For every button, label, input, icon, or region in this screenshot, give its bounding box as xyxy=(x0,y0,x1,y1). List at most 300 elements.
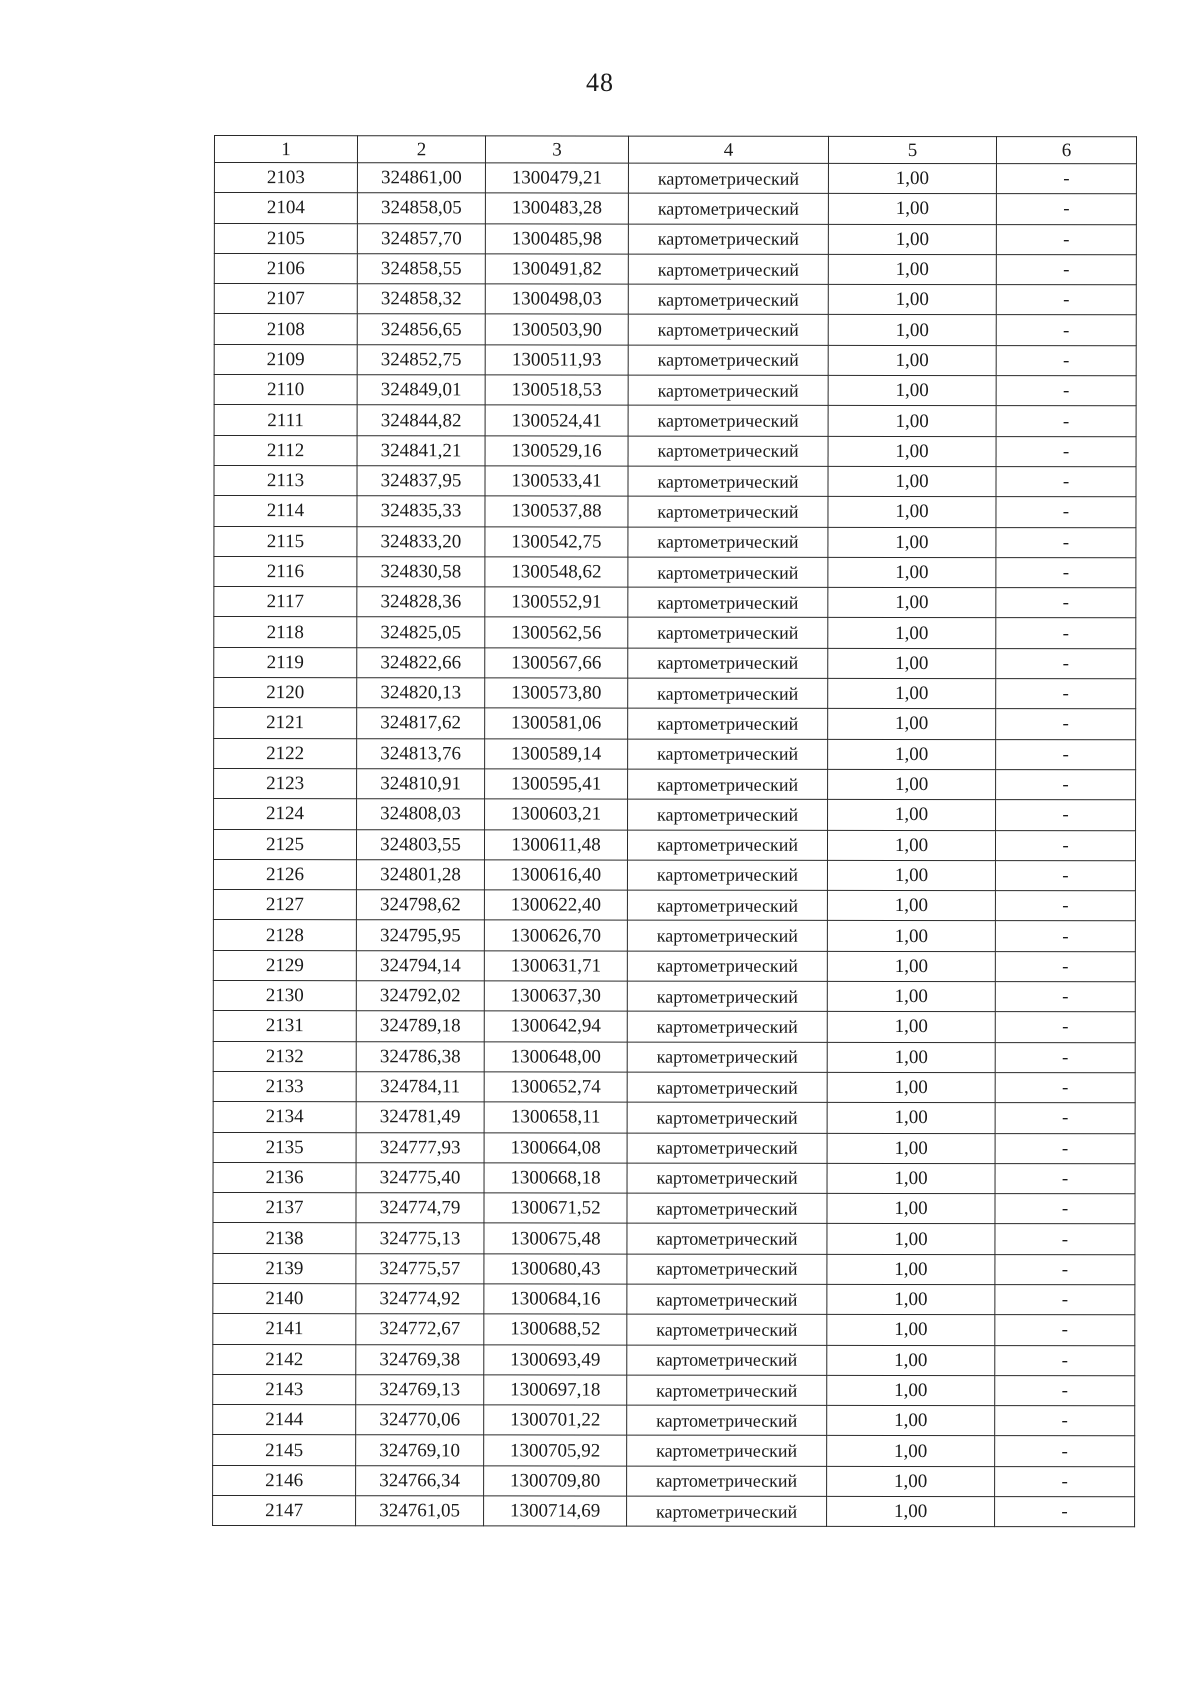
method-cell: картометрический xyxy=(628,436,828,467)
method-cell: картометрический xyxy=(627,951,827,982)
accuracy-cell: 1,00 xyxy=(828,527,996,558)
y-coordinate-cell: 1300705,92 xyxy=(484,1435,627,1465)
accuracy-cell: 1,00 xyxy=(828,618,996,649)
method-cell: картометрический xyxy=(628,648,828,679)
point-number-cell: 2137 xyxy=(213,1193,356,1223)
table-row xyxy=(214,587,1136,619)
method-cell: картометрический xyxy=(627,1284,827,1315)
x-coordinate-cell: 324761,05 xyxy=(356,1496,484,1526)
y-coordinate-cell: 1300631,71 xyxy=(484,951,627,981)
method-cell: картометрический xyxy=(627,981,827,1012)
point-number-cell: 2131 xyxy=(213,1011,356,1041)
y-coordinate-cell: 1300611,48 xyxy=(484,829,627,859)
x-coordinate-cell: 324786,38 xyxy=(356,1041,484,1071)
x-coordinate-cell: 324777,93 xyxy=(356,1132,484,1162)
method-cell: картометрический xyxy=(627,1072,827,1103)
note-cell: - xyxy=(996,709,1136,739)
accuracy-cell: 1,00 xyxy=(827,951,995,982)
note-cell: - xyxy=(995,1436,1135,1466)
method-cell: картометрический xyxy=(628,284,828,315)
page-number: 48 xyxy=(586,68,614,97)
table-row xyxy=(214,375,1136,407)
table-row xyxy=(213,1314,1135,1346)
table-row xyxy=(214,799,1136,831)
table-row xyxy=(214,465,1136,497)
y-coordinate-cell: 1300642,94 xyxy=(484,1011,627,1041)
point-number-cell: 2123 xyxy=(214,768,357,798)
point-number-cell: 2105 xyxy=(214,223,357,253)
column-header: 3 xyxy=(485,136,628,163)
method-cell: картометрический xyxy=(627,1375,827,1406)
point-number-cell: 2113 xyxy=(214,465,357,495)
point-number-cell: 2115 xyxy=(214,526,357,556)
y-coordinate-cell: 1300483,28 xyxy=(485,193,628,223)
method-cell: картометрический xyxy=(627,1314,827,1345)
y-coordinate-cell: 1300562,56 xyxy=(485,617,628,647)
point-number-cell: 2141 xyxy=(213,1314,356,1344)
point-number-cell: 2128 xyxy=(213,920,356,950)
method-cell: картометрический xyxy=(627,860,827,891)
x-coordinate-cell: 324820,13 xyxy=(357,678,485,708)
accuracy-cell: 1,00 xyxy=(827,1254,995,1285)
method-cell: картометрический xyxy=(628,708,828,739)
y-coordinate-cell: 1300537,88 xyxy=(485,496,628,526)
x-coordinate-cell: 324766,34 xyxy=(356,1465,484,1495)
point-number-cell: 2103 xyxy=(214,163,357,193)
point-number-cell: 2118 xyxy=(214,617,357,647)
x-coordinate-cell: 324810,91 xyxy=(357,769,485,799)
method-cell: картометрический xyxy=(627,1254,827,1285)
x-coordinate-cell: 324858,55 xyxy=(357,254,485,284)
y-coordinate-cell: 1300622,40 xyxy=(484,890,627,920)
table-row xyxy=(213,1162,1135,1194)
x-coordinate-cell: 324775,40 xyxy=(356,1162,484,1192)
point-number-cell: 2140 xyxy=(213,1283,356,1313)
note-cell: - xyxy=(996,588,1136,618)
note-cell: - xyxy=(995,982,1135,1012)
table-row xyxy=(213,1283,1135,1315)
y-coordinate-cell: 1300701,22 xyxy=(484,1405,627,1435)
y-coordinate-cell: 1300648,00 xyxy=(484,1041,627,1071)
x-coordinate-cell: 324849,01 xyxy=(357,375,485,405)
note-cell: - xyxy=(995,1345,1135,1375)
column-header: 2 xyxy=(357,136,485,163)
x-coordinate-cell: 324795,95 xyxy=(356,920,484,950)
method-cell: картометрический xyxy=(628,193,828,224)
table-row xyxy=(213,859,1135,891)
y-coordinate-cell: 1300485,98 xyxy=(485,223,628,253)
note-cell: - xyxy=(996,618,1136,648)
y-coordinate-cell: 1300524,41 xyxy=(485,405,628,435)
point-number-cell: 2104 xyxy=(214,193,357,223)
y-coordinate-cell: 1300658,11 xyxy=(484,1102,627,1132)
x-coordinate-cell: 324858,05 xyxy=(357,193,485,223)
point-number-cell: 2109 xyxy=(214,344,357,374)
accuracy-cell: 1,00 xyxy=(828,769,996,800)
x-coordinate-cell: 324825,05 xyxy=(357,617,485,647)
y-coordinate-cell: 1300573,80 xyxy=(485,678,628,708)
x-coordinate-cell: 324817,62 xyxy=(357,708,485,738)
x-coordinate-cell: 324781,49 xyxy=(356,1102,484,1132)
table-row xyxy=(214,556,1136,588)
point-number-cell: 2127 xyxy=(213,890,356,920)
x-coordinate-cell: 324769,38 xyxy=(356,1344,484,1374)
method-cell: картометрический xyxy=(628,739,828,770)
x-coordinate-cell: 324798,62 xyxy=(356,890,484,920)
note-cell: - xyxy=(995,1254,1135,1284)
note-cell: - xyxy=(996,345,1136,375)
method-cell: картометрический xyxy=(628,527,828,558)
table-row xyxy=(213,1344,1135,1376)
x-coordinate-cell: 324844,82 xyxy=(357,405,485,435)
table-row xyxy=(214,314,1136,346)
table-row xyxy=(214,496,1136,528)
x-coordinate-cell: 324770,06 xyxy=(356,1405,484,1435)
note-cell: - xyxy=(996,285,1136,315)
method-cell: картометрический xyxy=(627,1466,827,1497)
point-number-cell: 2132 xyxy=(213,1041,356,1071)
point-number-cell: 2138 xyxy=(213,1223,356,1253)
accuracy-cell: 1,00 xyxy=(827,1042,995,1073)
accuracy-cell: 1,00 xyxy=(827,1224,995,1255)
note-cell: - xyxy=(996,315,1136,345)
accuracy-cell: 1,00 xyxy=(828,194,996,225)
table-row xyxy=(213,1223,1135,1255)
point-number-cell: 2135 xyxy=(213,1132,356,1162)
y-coordinate-cell: 1300552,91 xyxy=(485,587,628,617)
accuracy-cell: 1,00 xyxy=(828,557,996,588)
table-row xyxy=(213,1435,1135,1467)
table-row xyxy=(214,223,1136,255)
y-coordinate-cell: 1300603,21 xyxy=(485,799,628,829)
note-cell: - xyxy=(995,1285,1135,1315)
method-cell: картометрический xyxy=(627,1163,827,1194)
point-number-cell: 2147 xyxy=(213,1496,356,1526)
table-row xyxy=(213,1374,1135,1406)
x-coordinate-cell: 324833,20 xyxy=(357,526,485,556)
point-number-cell: 2125 xyxy=(213,829,356,859)
point-number-cell: 2129 xyxy=(213,950,356,980)
note-cell: - xyxy=(995,1497,1135,1527)
accuracy-cell: 1,00 xyxy=(828,285,996,316)
y-coordinate-cell: 1300652,74 xyxy=(484,1072,627,1102)
x-coordinate-cell: 324830,58 xyxy=(357,557,485,587)
point-number-cell: 2117 xyxy=(214,587,357,617)
point-number-cell: 2106 xyxy=(214,253,357,283)
point-number-cell: 2122 xyxy=(214,738,357,768)
method-cell: картометрический xyxy=(628,799,828,830)
method-cell: картометрический xyxy=(627,920,827,951)
method-cell: картометрический xyxy=(627,1011,827,1042)
coordinates-table xyxy=(212,135,1137,1528)
table-row xyxy=(213,829,1135,861)
method-cell: картометрический xyxy=(628,496,828,527)
accuracy-cell: 1,00 xyxy=(828,375,996,406)
note-cell: - xyxy=(996,739,1136,769)
method-cell: картометрический xyxy=(628,254,828,285)
y-coordinate-cell: 1300589,14 xyxy=(485,739,628,769)
x-coordinate-cell: 324769,10 xyxy=(356,1435,484,1465)
note-cell: - xyxy=(996,467,1136,497)
x-coordinate-cell: 324857,70 xyxy=(357,223,485,253)
note-cell: - xyxy=(995,1072,1135,1102)
point-number-cell: 2130 xyxy=(213,981,356,1011)
table-row xyxy=(214,163,1136,195)
y-coordinate-cell: 1300518,53 xyxy=(485,375,628,405)
point-number-cell: 2136 xyxy=(213,1162,356,1192)
table-row xyxy=(213,1496,1135,1528)
accuracy-cell: 1,00 xyxy=(828,497,996,528)
table-row xyxy=(214,193,1136,225)
point-number-cell: 2110 xyxy=(214,375,357,405)
point-number-cell: 2145 xyxy=(213,1435,356,1465)
x-coordinate-cell: 324801,28 xyxy=(356,860,484,890)
table-row xyxy=(214,768,1136,800)
accuracy-cell: 1,00 xyxy=(827,1284,995,1315)
x-coordinate-cell: 324808,03 xyxy=(357,799,485,829)
accuracy-cell: 1,00 xyxy=(828,678,996,709)
method-cell: картометрический xyxy=(628,769,828,800)
y-coordinate-cell: 1300709,80 xyxy=(484,1466,627,1496)
table-row xyxy=(213,1011,1135,1043)
table-row xyxy=(213,1071,1135,1103)
method-cell: картометрический xyxy=(627,1405,827,1436)
accuracy-cell: 1,00 xyxy=(828,800,996,831)
method-cell: картометрический xyxy=(628,224,828,255)
accuracy-cell: 1,00 xyxy=(827,1496,995,1527)
table-row xyxy=(214,678,1136,710)
x-coordinate-cell: 324784,11 xyxy=(356,1072,484,1102)
note-cell: - xyxy=(995,830,1135,860)
point-number-cell: 2121 xyxy=(214,708,357,738)
method-cell: картометрический xyxy=(628,557,828,588)
accuracy-cell: 1,00 xyxy=(827,860,995,891)
x-coordinate-cell: 324858,32 xyxy=(357,284,485,314)
y-coordinate-cell: 1300511,93 xyxy=(485,345,628,375)
x-coordinate-cell: 324789,18 xyxy=(356,1011,484,1041)
y-coordinate-cell: 1300697,18 xyxy=(484,1375,627,1405)
point-number-cell: 2107 xyxy=(214,284,357,314)
accuracy-cell: 1,00 xyxy=(827,1133,995,1164)
table-row xyxy=(214,344,1136,376)
accuracy-cell: 1,00 xyxy=(827,921,995,952)
accuracy-cell: 1,00 xyxy=(827,1436,995,1467)
method-cell: картометрический xyxy=(627,1102,827,1133)
note-cell: - xyxy=(995,951,1135,981)
note-cell: - xyxy=(995,1406,1135,1436)
y-coordinate-cell: 1300668,18 xyxy=(484,1163,627,1193)
note-cell: - xyxy=(996,679,1136,709)
y-coordinate-cell: 1300616,40 xyxy=(484,860,627,890)
table-header-row xyxy=(214,136,1136,164)
accuracy-cell: 1,00 xyxy=(827,1072,995,1103)
accuracy-cell: 1,00 xyxy=(827,981,995,1012)
accuracy-cell: 1,00 xyxy=(828,315,996,346)
method-cell: картометрический xyxy=(628,163,828,194)
y-coordinate-cell: 1300675,48 xyxy=(484,1223,627,1253)
accuracy-cell: 1,00 xyxy=(827,1345,995,1376)
point-number-cell: 2119 xyxy=(214,647,357,677)
x-coordinate-cell: 324828,36 xyxy=(357,587,485,617)
method-cell: картометрический xyxy=(628,375,828,406)
point-number-cell: 2124 xyxy=(214,799,357,829)
accuracy-cell: 1,00 xyxy=(828,588,996,619)
note-cell: - xyxy=(996,164,1136,194)
point-number-cell: 2120 xyxy=(214,678,357,708)
note-cell: - xyxy=(995,1012,1135,1042)
method-cell: картометрический xyxy=(627,1223,827,1254)
x-coordinate-cell: 324774,92 xyxy=(356,1284,484,1314)
column-header: 5 xyxy=(828,136,996,163)
accuracy-cell: 1,00 xyxy=(827,1406,995,1437)
y-coordinate-cell: 1300491,82 xyxy=(485,254,628,284)
column-header: 1 xyxy=(214,136,357,163)
accuracy-cell: 1,00 xyxy=(828,345,996,376)
method-cell: картометрический xyxy=(628,678,828,709)
x-coordinate-cell: 324813,76 xyxy=(357,738,485,768)
note-cell: - xyxy=(995,1375,1135,1405)
x-coordinate-cell: 324775,13 xyxy=(356,1223,484,1253)
accuracy-cell: 1,00 xyxy=(827,1375,995,1406)
y-coordinate-cell: 1300637,30 xyxy=(484,981,627,1011)
method-cell: картометрический xyxy=(628,466,828,497)
accuracy-cell: 1,00 xyxy=(828,739,996,770)
point-number-cell: 2114 xyxy=(214,496,357,526)
point-number-cell: 2111 xyxy=(214,405,357,435)
table-row xyxy=(213,1132,1135,1164)
method-cell: картометрический xyxy=(627,1436,827,1467)
y-coordinate-cell: 1300581,06 xyxy=(485,708,628,738)
y-coordinate-cell: 1300548,62 xyxy=(485,557,628,587)
method-cell: картометрический xyxy=(627,1345,827,1376)
table-row xyxy=(213,1405,1135,1437)
method-cell: картометрический xyxy=(628,315,828,346)
table-row xyxy=(213,1041,1135,1073)
column-header: 4 xyxy=(628,136,828,163)
table-row xyxy=(213,1253,1135,1285)
y-coordinate-cell: 1300529,16 xyxy=(485,436,628,466)
x-coordinate-cell: 324792,02 xyxy=(356,981,484,1011)
note-cell: - xyxy=(995,1194,1135,1224)
accuracy-cell: 1,00 xyxy=(828,709,996,740)
x-coordinate-cell: 324861,00 xyxy=(357,163,485,193)
y-coordinate-cell: 1300498,03 xyxy=(485,284,628,314)
note-cell: - xyxy=(996,557,1136,587)
point-number-cell: 2134 xyxy=(213,1102,356,1132)
note-cell: - xyxy=(996,648,1136,678)
accuracy-cell: 1,00 xyxy=(827,830,995,861)
x-coordinate-cell: 324774,79 xyxy=(356,1193,484,1223)
method-cell: картометрический xyxy=(627,890,827,921)
y-coordinate-cell: 1300503,90 xyxy=(485,314,628,344)
accuracy-cell: 1,00 xyxy=(828,648,996,679)
table-row xyxy=(214,253,1136,285)
accuracy-cell: 1,00 xyxy=(827,1163,995,1194)
table-row xyxy=(213,890,1135,922)
table-row xyxy=(214,708,1136,740)
note-cell: - xyxy=(995,1103,1135,1133)
x-coordinate-cell: 324772,67 xyxy=(356,1314,484,1344)
method-cell: картометрический xyxy=(627,1193,827,1224)
accuracy-cell: 1,00 xyxy=(828,436,996,467)
table-row xyxy=(213,920,1135,952)
x-coordinate-cell: 324794,14 xyxy=(356,950,484,980)
accuracy-cell: 1,00 xyxy=(827,1103,995,1134)
table-row xyxy=(214,284,1136,316)
method-cell: картометрический xyxy=(628,405,828,436)
accuracy-cell: 1,00 xyxy=(827,1193,995,1224)
y-coordinate-cell: 1300693,49 xyxy=(484,1344,627,1374)
x-coordinate-cell: 324835,33 xyxy=(357,496,485,526)
y-coordinate-cell: 1300542,75 xyxy=(485,526,628,556)
accuracy-cell: 1,00 xyxy=(828,163,996,194)
point-number-cell: 2108 xyxy=(214,314,357,344)
point-number-cell: 2126 xyxy=(213,859,356,889)
note-cell: - xyxy=(995,1163,1135,1193)
method-cell: картометрический xyxy=(627,1496,827,1527)
note-cell: - xyxy=(995,1315,1135,1345)
note-cell: - xyxy=(995,1133,1135,1163)
point-number-cell: 2133 xyxy=(213,1071,356,1101)
method-cell: картометрический xyxy=(627,1133,827,1164)
accuracy-cell: 1,00 xyxy=(828,406,996,437)
point-number-cell: 2139 xyxy=(213,1253,356,1283)
note-cell: - xyxy=(996,770,1136,800)
point-number-cell: 2112 xyxy=(214,435,357,465)
note-cell: - xyxy=(995,1224,1135,1254)
table-row xyxy=(213,950,1135,982)
note-cell: - xyxy=(995,860,1135,890)
point-number-cell: 2116 xyxy=(214,556,357,586)
y-coordinate-cell: 1300626,70 xyxy=(484,920,627,950)
y-coordinate-cell: 1300567,66 xyxy=(485,648,628,678)
method-cell: картометрический xyxy=(628,618,828,649)
accuracy-cell: 1,00 xyxy=(827,1466,995,1497)
y-coordinate-cell: 1300664,08 xyxy=(484,1132,627,1162)
y-coordinate-cell: 1300684,16 xyxy=(484,1284,627,1314)
note-cell: - xyxy=(996,406,1136,436)
accuracy-cell: 1,00 xyxy=(828,224,996,255)
method-cell: картометрический xyxy=(627,830,827,861)
table-row xyxy=(214,526,1136,558)
table-row xyxy=(213,1193,1135,1225)
y-coordinate-cell: 1300714,69 xyxy=(484,1496,627,1526)
y-coordinate-cell: 1300479,21 xyxy=(485,163,628,193)
note-cell: - xyxy=(995,1042,1135,1072)
table-row xyxy=(214,617,1136,649)
x-coordinate-cell: 324856,65 xyxy=(357,314,485,344)
note-cell: - xyxy=(995,1466,1135,1496)
accuracy-cell: 1,00 xyxy=(828,254,996,285)
note-cell: - xyxy=(996,800,1136,830)
note-cell: - xyxy=(996,224,1136,254)
table-row xyxy=(214,647,1136,679)
note-cell: - xyxy=(996,527,1136,557)
accuracy-cell: 1,00 xyxy=(827,1012,995,1043)
y-coordinate-cell: 1300680,43 xyxy=(484,1254,627,1284)
y-coordinate-cell: 1300533,41 xyxy=(485,466,628,496)
x-coordinate-cell: 324803,55 xyxy=(356,829,484,859)
column-header: 6 xyxy=(996,137,1136,164)
accuracy-cell: 1,00 xyxy=(828,466,996,497)
note-cell: - xyxy=(996,376,1136,406)
point-number-cell: 2144 xyxy=(213,1405,356,1435)
accuracy-cell: 1,00 xyxy=(827,890,995,921)
method-cell: картометрический xyxy=(628,587,828,618)
x-coordinate-cell: 324769,13 xyxy=(356,1375,484,1405)
point-number-cell: 2142 xyxy=(213,1344,356,1374)
point-number-cell: 2146 xyxy=(213,1465,356,1495)
